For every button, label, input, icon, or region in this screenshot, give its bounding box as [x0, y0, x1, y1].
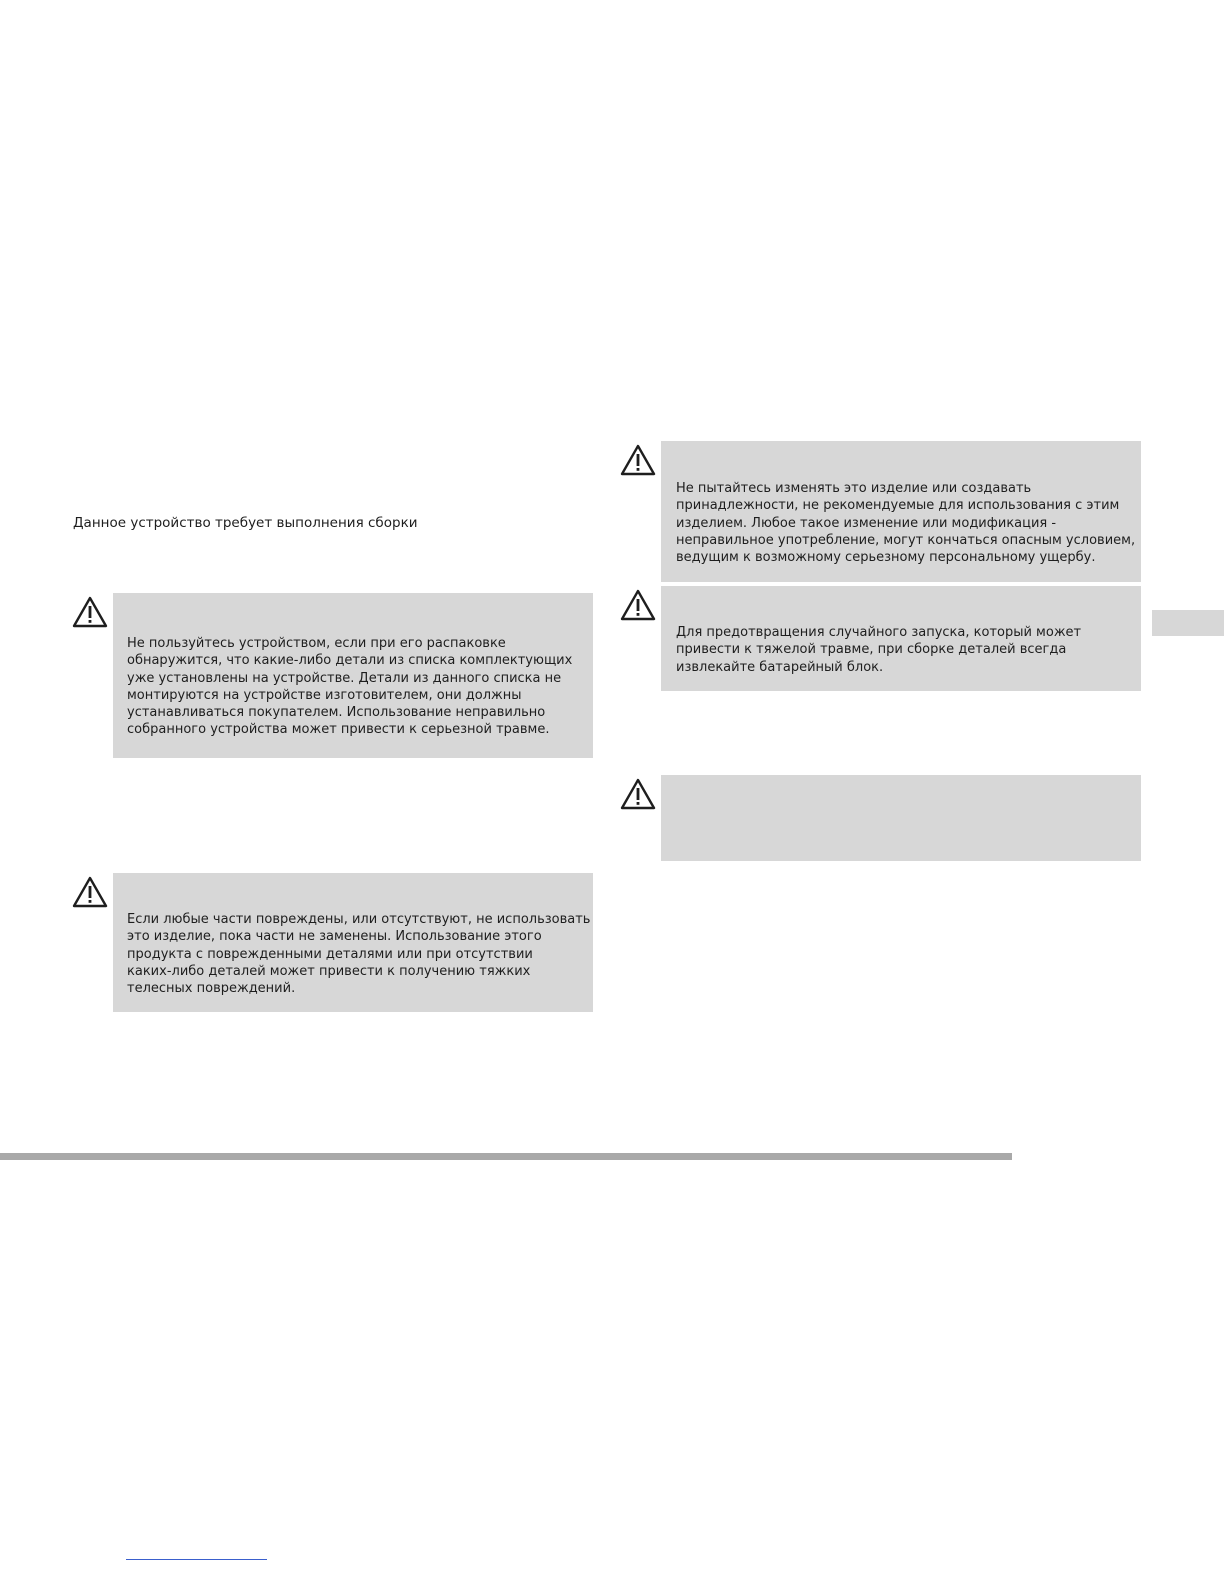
warning-triangle-icon [620, 444, 656, 476]
warning-box-battery [661, 586, 1141, 691]
warning-box-modification [661, 441, 1141, 582]
warning-text-battery: Для предотвращения случайного запуска, который может привести к тяжелой травме, при сборке деталей всегда извлекайте батарейный блок. [676, 625, 1082, 675]
warning-box-damaged-parts [113, 873, 593, 1012]
warning-text-modification: Не пытайтесь изменять это изделие или создавать принадлежности, не рекомендуемые для использования с этим изделием. Любое такое изменение или модификация - неправильное употребление, могут кончаться опасным условием, ведущим к возможному серьезному персональному ущербу. [676, 481, 1136, 566]
warning-text-damaged-parts: Если любые части повреждены, или отсутствуют, не использовать это изделие, пока части не заменены. Использование этого продукта с поврежденными деталями или при отсутствии каких-либо деталей может привести к получению тяжких телесных повреждений. [127, 912, 591, 997]
side-index-tab [1152, 610, 1224, 636]
page-divider [0, 1153, 1012, 1160]
warning-triangle-icon [620, 778, 656, 810]
intro-text: Данное устройство требует выполнения сборки [73, 515, 418, 531]
warning-triangle-icon [620, 589, 656, 621]
footer-link-underline[interactable] [126, 1559, 267, 1560]
warning-triangle-icon [72, 876, 108, 908]
warning-box-empty [661, 775, 1141, 861]
warning-box-unpacking [113, 593, 593, 758]
warning-text-unpacking: Не пользуйтесь устройством, если при его распаковке обнаружится, что какие-либо детали из списка комплектующих уже установлены на устройстве. Детали из данного списка не монтируются на устройстве изготовителем, они должны устанавливаться покупателем. Использование неправильно собранного устройства может привести к серьезной травме. [127, 636, 573, 738]
warning-triangle-icon [72, 596, 108, 628]
